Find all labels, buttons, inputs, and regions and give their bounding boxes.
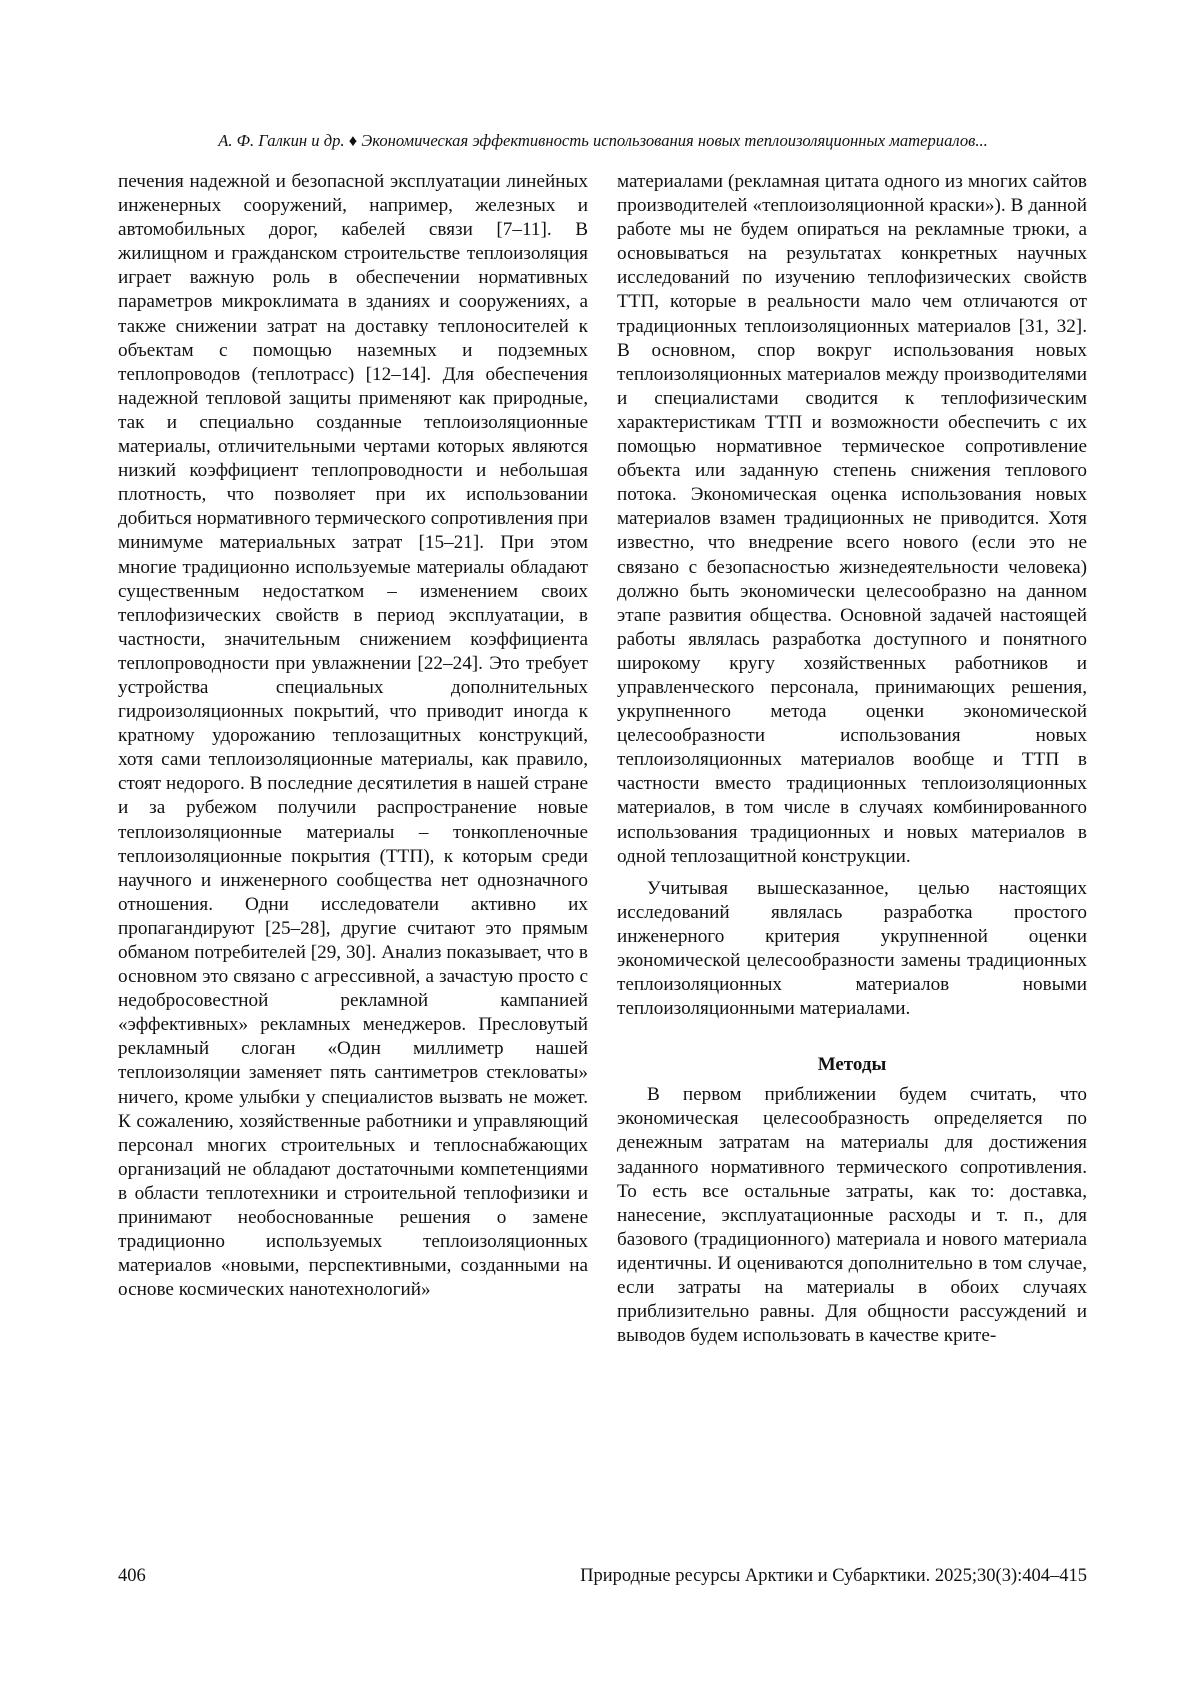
body-paragraph: материалами (рекламная цитата одного из многих сайтов производителей «теплоизоляционной краски»). В данной работе мы не будем опираться на рекламные трюки, а основываться на результатах конкретных научных исследований по изучению теплофизических свойств ТТП, которые в реальности мало чем отличаются от традиционных теплоизоляционных материалов [31, 32]. В основном, спор вокруг использования новых теплоизоляционных материалов между производителями и специалистами сводится к теплофизическим характеристикам ТТП и возможности обеспечить с их помощью нормативное термическое сопротивление объекта или заданную степень снижения теплового потока. Экономическая оценка использования новых материалов взамен традиционных не приводится. Хотя известно, что внедрение всего нового (если это не связано с безопасностью жизнедеятельности человека) должно быть экономически целесообразно на данном этапе развития общества. Основной задачей настоящей работы являлась разработка доступного и понятного широкому кругу хозяйственных работников и управленческого персонала, принимающих решения, укрупненного метода оценки экономической целесообразности использования новых теплоизоляционных материалов вообще и ТТП в частности вместо традиционных теплоизоляционных материалов, в том числе в случаях комбинированного использования традиционных и новых материалов в одной теплозащитной конструкции.: [617, 171, 1087, 867]
page-number: 406: [118, 1566, 146, 1586]
section-heading: Методы: [817, 1054, 887, 1076]
body-paragraph: Учитывая вышесказанное, целью настоящих исследований являлась разработка простого инженерного критерия укрупненной оценки экономической целесообразности замены традиционных теплоизоляционных материалов новыми теплоизоляционными материалами.: [617, 877, 1087, 1020]
body-paragraph: В первом приближении будем считать, что экономическая целесообразность определяется по денежным затратам на материалы для достижения заданного нормативного термического сопротивления. То есть все остальные затраты, как то: доставка, нанесение, эксплуатационные расходы и т. п., для базового (традиционного) материала и нового материала идентичны. И оцениваются дополнительно в том случае, если затраты на материалы в обоих случаях приблизительно равны. Для общности рассуждений и выводов будем использовать в качестве крите-: [617, 1084, 1087, 1347]
journal-citation: Природные ресурсы Арктики и Субарктики. 2025;30(3):404–415: [580, 1566, 1087, 1586]
running-header: А. Ф. Галкин и др. ♦ Экономическая эффективность использования новых теплоизоляционных материалов...: [218, 131, 988, 150]
right-column: [617, 170, 1087, 1348]
body-paragraph: печения надежной и безопасной эксплуатации линейных инженерных сооружений, например, железных и автомобильных дорог, кабелей связи [7–11]. В жилищном и гражданском строительстве теплоизоляция играет важную роль в обеспечении нормативных параметров микроклимата в зданиях и сооружениях, а также снижении затрат на доставку теплоносителей к объектам с помощью наземных и подземных теплопроводов (теплотрасс) [12–14]. Для обеспечения надежной тепловой защиты применяют как природные, так и специально созданные теплоизоляционные материалы, отличительными чертами которых являются низкий коэффициент теплопроводности и небольшая плотность, что позволяет при их использовании добиться нормативного термического сопротивления при минимуме материальных затрат [15–21]. При этом многие традиционно используемые материалы обладают существенным недостатком – изменением своих теплофизических свойств в период эксплуатации, в частности, значительным снижением коэффициента теплопроводности при увлажнении [22–24]. Это требует устройства специальных дополнительных гидроизоляционных покрытий, что приводит иногда к кратному удорожанию теплозащитных конструкций, хотя сами теплоизоляционные материалы, как правило, стоят недорого. В последние десятилетия в нашей стране и за рубежом получили распространение новые теплоизоляционные материалы – тонкопленочные теплоизоляционные покрытия (ТТП), к которым среди научного и инженерного сообщества нет однозначного отношения. Одни исследователи активно их пропагандируют [25–28], другие считают это прямым обманом потребителей [29, 30]. Анализ показывает, что в основном это связано с агрессивной, а зачастую просто с недобросовестной рекламной кампанией «эффективных» рекламных менеджеров. Пресловутый рекламный слоган «Один миллиметр нашей теплоизоляции заменяет пять сантиметров стекловаты» ничего, кроме улыбки у специалистов вызвать не может. К сожалению, хозяйственные работники и управляющий персонал многих строительных и теплоснабжающих организаций не обладают достаточными компетенциями в области теплотехники и строительной теплофизики и принимают необоснованные решения о замене традиционно используемых теплоизоляционных материалов «новыми, перспективными, созданными на основе космических нанотехнологий»: [118, 171, 588, 1301]
left-column: [118, 170, 588, 1302]
